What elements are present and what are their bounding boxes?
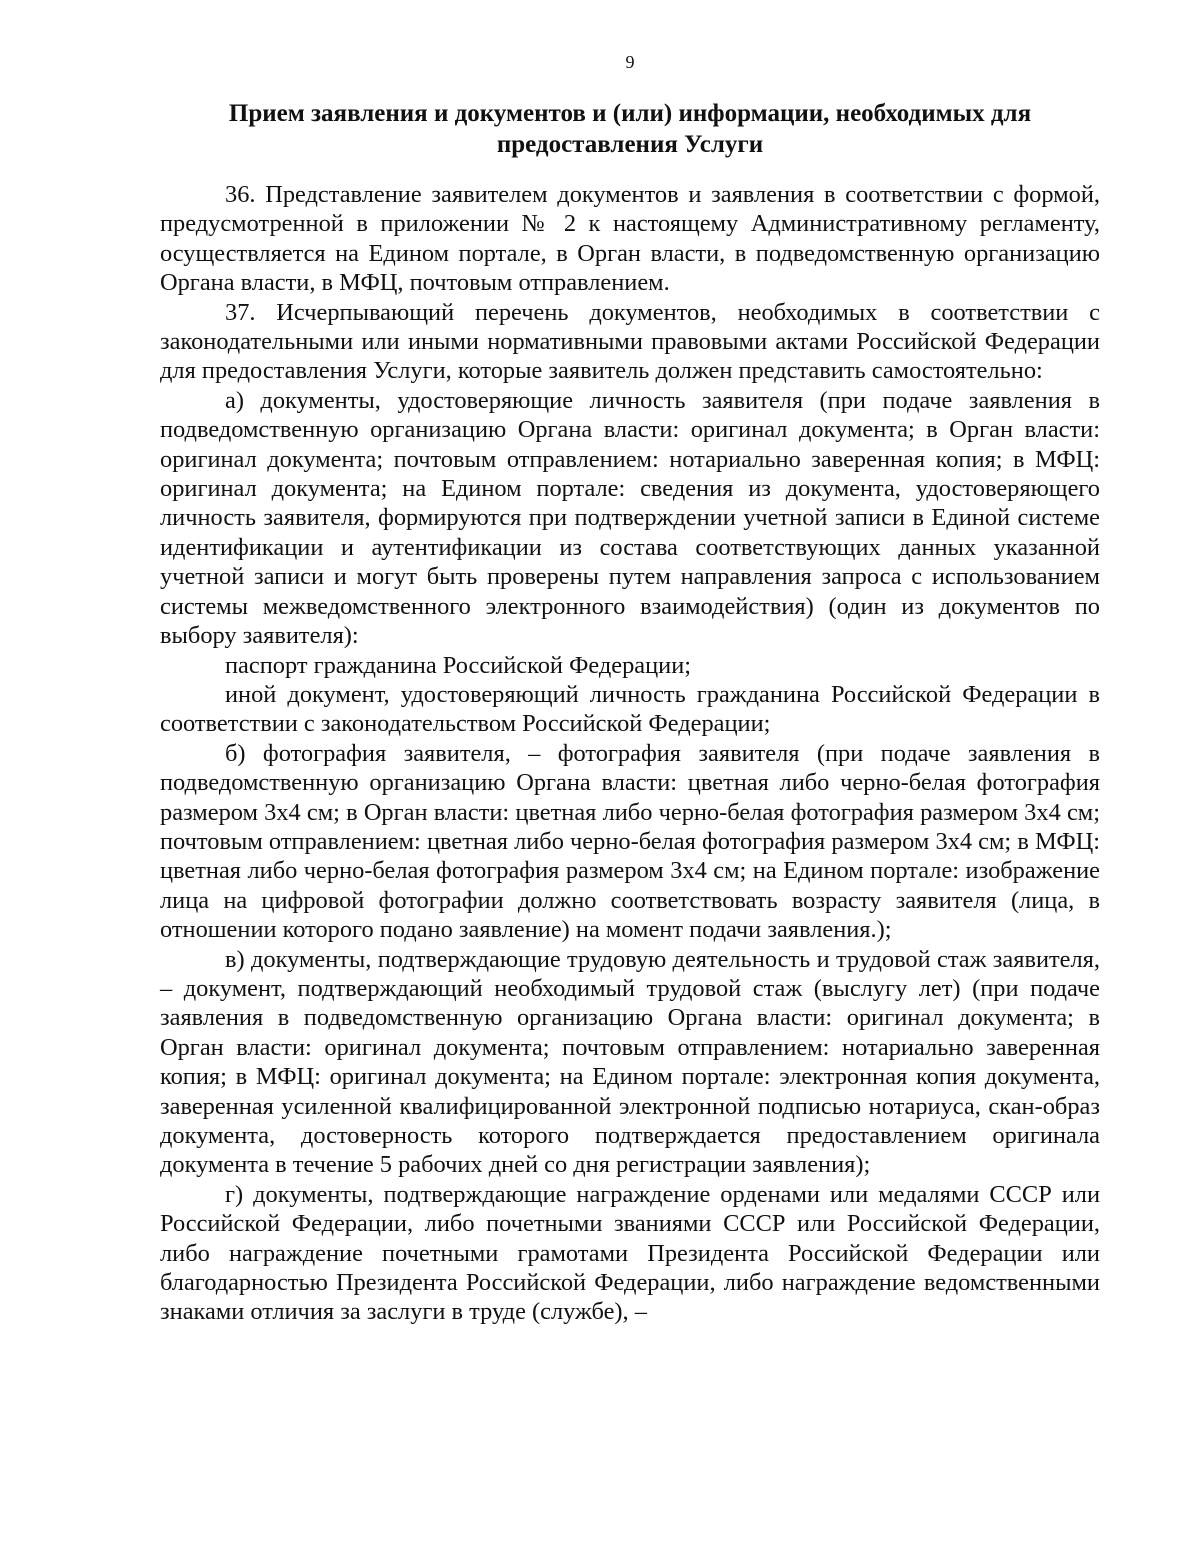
list-item-other-id: иной документ, удостоверяющий личность гражданина Российской Федерации в соответствии с законодательством Российской Федерации; [160, 680, 1100, 738]
paragraph-37-a: а) документы, удостоверяющие личность заявителя (при подаче заявления в подведомственную организацию Органа власти: оригинал документа; в Орган власти: оригинал документа; почтовым отправлением: нотариально заверенная копия; в МФЦ: оригинал документа; на Едином портале: сведения из документа, удостоверяющего личность заявителя, формируются при подтверждении учетной записи в Единой системе идентификации и аутентификации из состава соответствующих данных указанной учетной записи и могут быть проверены путем направления запроса с использованием системы межведомственного электронного взаимодействия) (один из документов по выбору заявителя): [160, 386, 1100, 650]
paragraph-37-g: г) документы, подтверждающие награждение орденами или медалями СССР или Российской Федерации, либо почетными званиями СССР или Российской Федерации, либо награждение почетными грамотами Президента Российской Федерации или благодарностью Президента Российской Федерации, либо награждение ведомственными знаками отличия за заслуги в труде (службе), – [160, 1180, 1100, 1326]
section-heading: Прием заявления и документов и (или) информации, необходимых для предоставления Услуги [228, 100, 1032, 158]
paragraph-36: 36. Представление заявителем документов и заявления в соответствии с формой, предусмотренной в приложении № 2 к настоящему Административному регламенту, осуществляется на Едином портале, в Орган власти, в подведомственную организацию Органа власти, в МФЦ, почтовым отправлением. [160, 181, 1100, 297]
body-text [160, 180, 1100, 1327]
paragraph-37-b: б) фотография заявителя, – фотография заявителя (при подаче заявления в подведомственную организацию Органа власти: цветная либо черно-белая фотография размером 3x4 см; в Орган власти: цветная либо черно-белая фотография размером 3x4 см; почтовым отправлением: цветная либо черно-белая фотография размером 3x4 см; в МФЦ: цветная либо черно-белая фотография размером 3x4 см; на Едином портале: изображение лица на цифровой фотографии должно соответствовать возрасту заявителя (лица, в отношении которого подано заявление) на момент подачи заявления.); [160, 739, 1100, 944]
list-item-passport: паспорт гражданина Российской Федерации; [225, 651, 692, 679]
paragraph-37-v: в) документы, подтверждающие трудовую деятельность и трудовой стаж заявителя, – документ, подтверждающий необходимый трудовой стаж (выслугу лет) (при подаче заявления в подведомственную организацию Органа власти: оригинал документа; в Орган власти: оригинал документа; почтовым отправлением: нотариально заверенная копия; в МФЦ: оригинал документа; на Едином портале: электронная копия документа, заверенная усиленной квалифицированной электронной подписью нотариуса, скан-образ документа, достоверность которого подтверждается предоставлением оригинала документа в течение 5 рабочих дней со дня регистрации заявления); [160, 945, 1100, 1179]
paragraph-37: 37. Исчерпывающий перечень документов, необходимых в соответствии с законодательными или иными нормативными правовыми актами Российской Федерации для предоставления Услуги, которые заявитель должен представить самостоятельно: [160, 298, 1100, 385]
page-number: 9 [625, 52, 635, 72]
